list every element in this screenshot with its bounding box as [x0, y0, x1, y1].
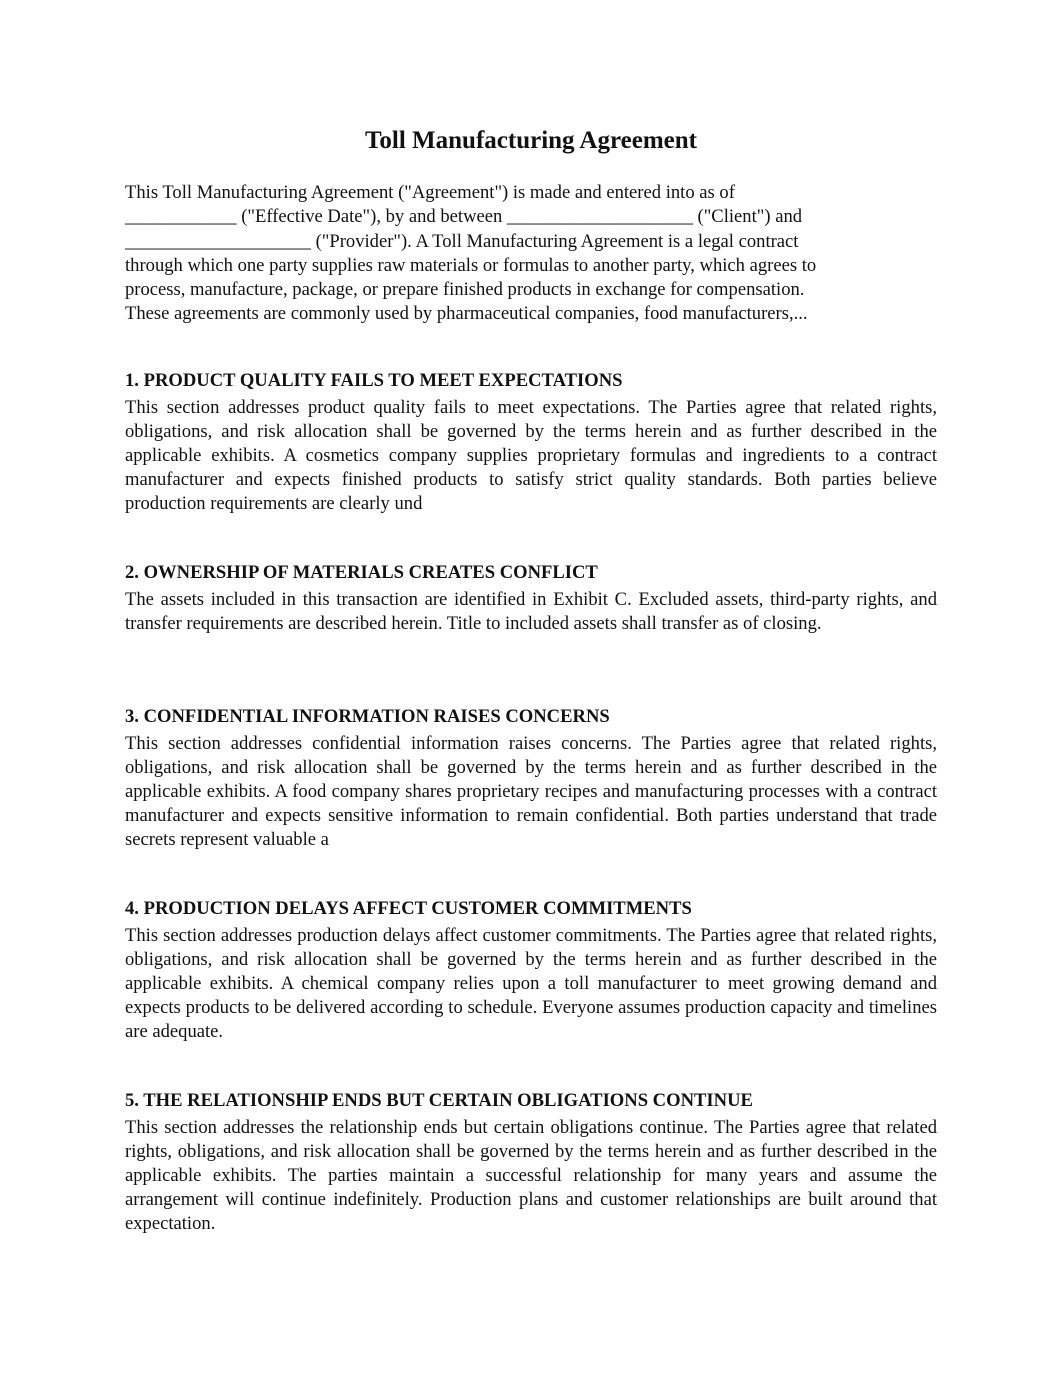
section-product-quality — [125, 369, 937, 516]
intro-line: process, manufacture, package, or prepare finished products in exchange for compensation. — [125, 279, 805, 301]
section-body: The assets included in this transaction are identified in Exhibit C. Excluded assets, third-party rights, and transfer requirements are described herein. Title to included assets shall transfer as of closing. — [125, 589, 937, 634]
section-confidential-information — [125, 705, 937, 852]
intro-line: These agreements are commonly used by pharmaceutical companies, food manufacturers,... — [125, 303, 808, 325]
intro-line: This Toll Manufacturing Agreement ("Agreement") is made and entered into as of — [125, 182, 735, 203]
section-body: This section addresses production delays affect customer commitments. The Parties agree that related rights, obligations, and risk allocation shall be governed by the terms herein and as further described in the applicable exhibits. A chemical company relies upon a toll manufacturer to meet growing demand and expects products to be delivered according to schedule. Everyone assumes production capacity and timelines are adequate. — [125, 925, 937, 1042]
section-production-delays — [125, 897, 937, 1044]
section-body: This section addresses the relationship ends but certain obligations continue. The Parties agree that related rights, obligations, and risk allocation shall be governed by the terms herein and as further described in the applicable exhibits. The parties maintain a successful relationship for many years and assume the arrangement will continue indefinitely. Production plans and customer relationships are built around that expectation. — [125, 1117, 937, 1234]
section-heading: 3. CONFIDENTIAL INFORMATION RAISES CONCERNS — [125, 706, 610, 727]
section-heading: 1. PRODUCT QUALITY FAILS TO MEET EXPECTATIONS — [125, 370, 623, 391]
intro-paragraph — [125, 181, 925, 327]
document-title: Toll Manufacturing Agreement — [365, 127, 697, 154]
intro-line: ____________ ("Effective Date"), by and between ____________________ ("Client") and — [125, 206, 803, 228]
intro-line: ____________________ ("Provider"). A Toll Manufacturing Agreement is a legal contract — [125, 230, 799, 252]
section-body: This section addresses product quality fails to meet expectations. The Parties agree that related rights, obligations, and risk allocation shall be governed by the terms herein and as further described in the applicable exhibits. A cosmetics company supplies proprietary formulas and ingredients to a contract manufacturer and expects finished products to satisfy strict quality standards. Both parties believe production requirements are clearly und — [125, 397, 937, 514]
section-ownership-of-materials — [125, 561, 937, 636]
intro-line: through which one party supplies raw materials or formulas to another party, which agrees to — [125, 254, 817, 276]
section-heading: 4. PRODUCTION DELAYS AFFECT CUSTOMER COMMITMENTS — [125, 898, 692, 919]
section-relationship-ends — [125, 1089, 937, 1236]
section-heading: 2. OWNERSHIP OF MATERIALS CREATES CONFLICT — [125, 562, 598, 583]
section-body: This section addresses confidential information raises concerns. The Parties agree that related rights, obligations, and risk allocation shall be governed by the terms herein and as further described in the applicable exhibits. A food company shares proprietary recipes and manufacturing processes with a contract manufacturer and expects sensitive information to remain confidential. Both parties understand that trade secrets represent valuable a — [125, 733, 937, 850]
section-heading: 5. THE RELATIONSHIP ENDS BUT CERTAIN OBLIGATIONS CONTINUE — [125, 1090, 753, 1111]
